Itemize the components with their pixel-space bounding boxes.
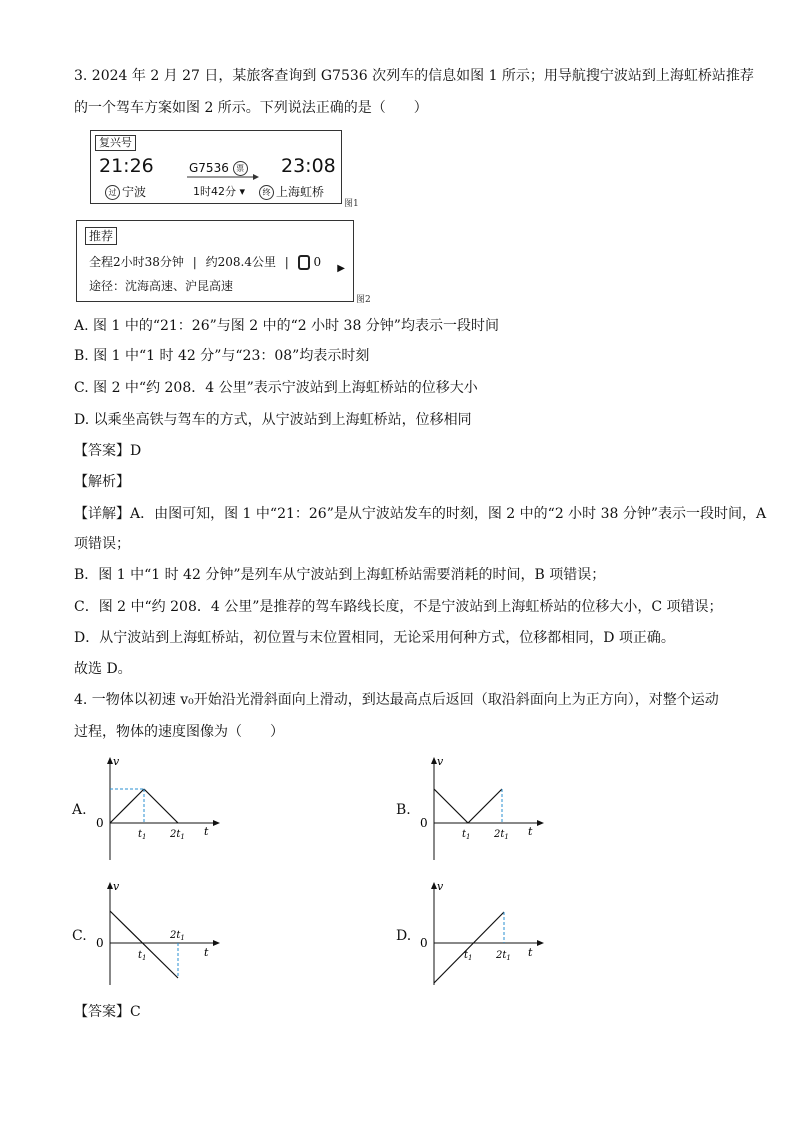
travel-duration: 1时42分 ▾: [193, 185, 246, 198]
train-badge-icon: 票: [233, 161, 248, 176]
figure-2-caption: 图2: [356, 295, 371, 305]
q4-stem-line1: 4. 一物体以初速 v₀开始沿光滑斜面向上滑动，到达最高点后返回（取沿斜面向上为正方向），对整个运动: [74, 692, 719, 708]
train-brand-label: 复兴号: [95, 135, 136, 151]
svg-text:0: 0: [420, 816, 428, 830]
distance: 约208.4公里: [205, 255, 276, 269]
tick-t1: $t_1$: [138, 829, 147, 841]
q3-option-a: A. 图 1 中的“21：26”与图 2 中的“2 小时 38 分钟”均表示一段时间: [74, 318, 499, 334]
q4-answer: 【答案】C: [74, 1004, 141, 1020]
svg-text:t: t: [204, 946, 209, 959]
q3-conclusion: 故选 D。: [74, 661, 132, 677]
svg-text:v: v: [437, 880, 444, 893]
velocity-line: [434, 912, 504, 983]
q4-option-b-label: B.: [396, 802, 411, 818]
tick-2t1: $2t_1$: [170, 829, 185, 841]
route-summary: 全程2小时38分钟 | 约208.4公里 | 0: [89, 255, 322, 269]
total-time: 全程2小时38分钟: [89, 255, 184, 269]
chevron-right-icon: ▶: [337, 263, 345, 274]
svg-text:t: t: [528, 946, 533, 959]
route-arrow-icon: [187, 174, 259, 180]
v-label: v: [113, 755, 120, 768]
train-number: G7536 票: [189, 161, 250, 176]
svg-text:2t1: $2t_1$: [494, 829, 509, 841]
q4-option-c-label: C.: [72, 928, 87, 944]
q3-detail-line5: D．从宁波站到上海虹桥站，初位置与末位置相同，无论采用何种方式，位移都相同，D 项正确。: [74, 630, 675, 646]
origin-label: 0: [96, 816, 104, 830]
depart-station: 过 宁波: [105, 183, 146, 200]
svg-text:t1: $t_1$: [138, 950, 147, 962]
arrive-station: 终 上海虹桥: [259, 183, 324, 200]
t-label: t: [204, 825, 209, 838]
svg-text:t: t: [528, 825, 533, 838]
depart-time: 21:26: [99, 155, 154, 177]
svg-text:t1: $t_1$: [462, 829, 471, 841]
velocity-line: [110, 911, 178, 978]
q3-detail-line3: B．图 1 中“1 时 42 分钟”是列车从宁波站到上海虹桥站需要消耗的时间，B 项错误；: [74, 567, 606, 583]
q4-graph-c: [88, 880, 228, 990]
q3-option-d: D. 以乘坐高铁与驾车的方式，从宁波站到上海虹桥站，位移相同: [74, 412, 472, 428]
route-via: 途径：沈海高速、沪昆高速: [89, 279, 234, 293]
q4-option-a-label: A.: [72, 802, 87, 818]
q3-detail-line2: 项错误；: [74, 536, 130, 552]
svg-text:0: 0: [96, 936, 104, 950]
q3-detail-line4: C．图 2 中“约 208．4 公里”是推荐的驾车路线长度，不是宁波站到上海虹桥站的位移大小，C 项错误；: [74, 599, 723, 615]
q3-option-b: B. 图 1 中“1 时 42 分”与“23：08”均表示时刻: [74, 348, 370, 364]
q4-graph-d: [412, 880, 552, 990]
velocity-line: [468, 789, 502, 823]
figure-1-caption: 图1: [344, 199, 359, 209]
svg-text:t1: $t_1$: [464, 950, 473, 962]
svg-text:v: v: [437, 755, 444, 768]
velocity-line: [434, 789, 468, 823]
figure-1-train-card: [90, 130, 342, 204]
svg-text:0: 0: [420, 936, 428, 950]
q4-graph-b: [412, 755, 552, 865]
velocity-line: [110, 789, 144, 823]
svg-text:2t1: $2t_1$: [170, 930, 185, 942]
figure-2-route-card: [76, 220, 354, 302]
toll-value: 0: [313, 255, 322, 269]
q4-graph-a: [88, 755, 228, 865]
toll-icon: [298, 255, 310, 270]
recommend-tag: 推荐: [85, 227, 117, 245]
svg-text:v: v: [113, 880, 120, 893]
velocity-line: [144, 789, 178, 823]
q3-analysis-label: 【解析】: [74, 474, 130, 490]
dropdown-triangle-icon: ▾: [239, 185, 246, 198]
terminal-badge-icon: 终: [259, 185, 274, 200]
arrive-time: 23:08: [281, 155, 336, 177]
svg-text:2t1: $2t_1$: [496, 950, 511, 962]
q4-stem-line2: 过程，物体的速度图像为（ ）: [74, 724, 284, 740]
q3-stem-line2: 的一个驾车方案如图 2 所示。下列说法正确的是（ ）: [74, 100, 428, 116]
q3-option-c: C. 图 2 中“约 208．4 公里”表示宁波站到上海虹桥站的位移大小: [74, 380, 478, 396]
pass-badge-icon: 过: [105, 185, 120, 200]
q3-answer: 【答案】D: [74, 443, 142, 459]
q4-option-d-label: D.: [396, 928, 412, 944]
q3-stem-line1: 3. 2024 年 2 月 27 日，某旅客查询到 G7536 次列车的信息如图 1 所示；用导航搜宁波站到上海虹桥站推荐: [74, 68, 754, 84]
q3-detail-line1: 【详解】A．由图可知，图 1 中“21：26”是从宁波站发车的时刻，图 2 中的“2 小时 38 分钟”表示一段时间，A: [74, 506, 767, 522]
